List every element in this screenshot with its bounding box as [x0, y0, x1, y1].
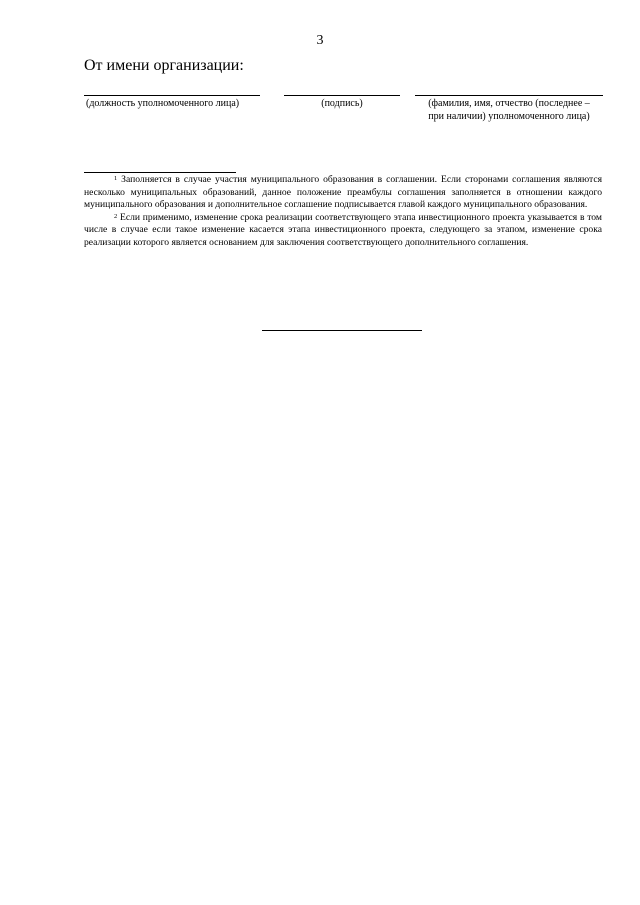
footnote-1-marker: 1	[114, 175, 118, 182]
footnote-1	[84, 174, 602, 212]
position-signature-line	[84, 95, 260, 96]
signature-caption: (подпись)	[321, 98, 363, 109]
footnote-2-text: Если применимо, изменение срока реализации соответствующего этапа инвестиционного проекта указывается в том числе в случае если такое изменение касается этапа инвестиционного проекта, следующего за этапом, изменение срока реализации которого является основанием для заключения соответствующего дополнительного соглашения.	[84, 211, 602, 248]
name-caption	[415, 97, 603, 123]
name-caption-line-2: при наличии) уполномоченного лица)	[428, 111, 590, 122]
end-of-document-rule	[262, 330, 422, 331]
signature-line	[284, 95, 400, 96]
name-signature-line	[415, 95, 603, 96]
footnote-2-marker: 2	[114, 212, 118, 220]
name-caption-line-1: (фамилия, имя, отчество (последнее –	[428, 98, 590, 109]
footnote-separator	[84, 172, 236, 173]
footnotes-section	[84, 174, 602, 250]
signature-heading: От имени организации:	[84, 57, 244, 74]
position-caption: (должность уполномоченного лица)	[86, 98, 240, 109]
page-number: 3	[316, 33, 324, 48]
footnote-1-text: Заполняется в случае участия муниципального образования в соглашении. Если сторонами соглашения являются несколько муниципальных образований, данное положение преамбулы соглашения заполняется в отношении каждого муниципального образования и дополнительное соглашение подписывается главой каждого муниципального образования.	[84, 174, 602, 211]
footnote-2	[84, 212, 602, 250]
